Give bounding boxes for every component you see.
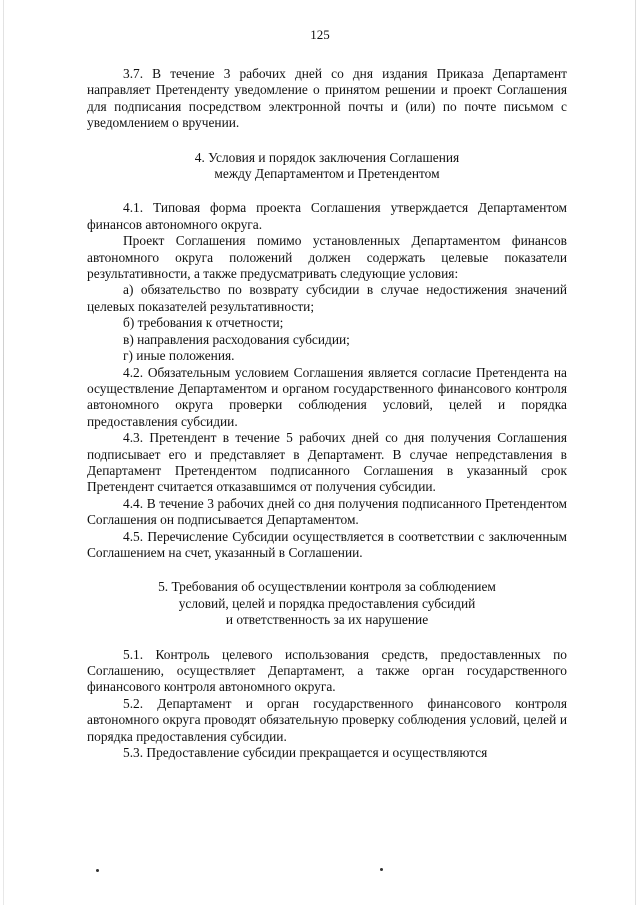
scan-edge-left <box>3 0 4 905</box>
paragraph-4-4: 4.4. В течение 3 рабочих дней со дня получения подписанного Претендентом Соглашения он подписывается Департаментом. <box>87 495 567 528</box>
paragraph-4-2: 4.2. Обязательным условием Соглашения является согласие Претендента на осуществление Департаментом и органом государственного финансового контроля автономного округа проверки соблюдения условий, целей и порядка предоставления субсидии. <box>87 364 567 429</box>
paragraph-4-1-b: б) требования к отчетности; <box>123 315 284 331</box>
paragraph-4-1-a: а) обязательство по возврату субсидии в случае недостижения значений целевых показателей результативности; <box>87 282 567 314</box>
section-5-heading-line-2: условий, целей и порядка предоставления субсидий <box>178 595 476 611</box>
paragraph-3-7: 3.7. В течение 3 рабочих дней со дня издания Приказа Департамент направляет Претенденту уведомление о принятом решении и проект Соглашения для подписания посредством электронной почты и (или) по почте письмом с уведомлением о вручении. <box>87 66 567 131</box>
scan-speck <box>96 869 99 872</box>
section-5-heading-line-3: и ответственность за их нарушение <box>225 612 429 628</box>
paragraph-5-2: 5.2. Департамент и орган государственного финансового контроля автономного округа проводят обязательную проверку соблюдения условий, целей и порядка предоставления субсидии. <box>87 695 567 744</box>
paragraph-4-1-d: г) иные положения. <box>123 348 235 364</box>
section-5-heading-line-1: 5. Требования об осуществлении контроля за соблюдением <box>158 579 496 595</box>
paragraph-4-1: 4.1. Типовая форма проекта Соглашения утверждается Департаментом финансов автономного округа. <box>87 200 567 232</box>
paragraph-4-3: 4.3. Претендент в течение 5 рабочих дней со дня получения Соглашения подписывает его и представляет в Департамент. В случае непредставления в Департамент Претендентом подписанного Соглашения в указанный срок Претендент считается отказавшимся от получения субсидии. <box>87 430 567 495</box>
paragraph-5-3: 5.3. Предоставление субсидии прекращается и осуществляются <box>123 745 488 761</box>
section-4-heading-line-1: 4. Условия и порядок заключения Соглашения <box>194 149 460 165</box>
paragraph-4-1-draft: Проект Соглашения помимо установленных Департаментом финансов автономного округа положений должен содержать целевые показатели результативности, а также предусматривать следующие условия: <box>87 233 567 282</box>
paragraph-5-1: 5.1. Контроль целевого использования средств, предоставленных по Соглашению, осуществляет Департамент, а также орган государственного финансового контроля автономного округа. <box>87 646 567 695</box>
document-body <box>87 66 567 761</box>
page-number: 125 <box>310 27 330 42</box>
section-4-heading-line-2: между Департаментом и Претендентом <box>214 166 440 182</box>
paragraph-4-1-c: в) направления расходования субсидии; <box>123 331 350 347</box>
paragraph-4-5: 4.5. Перечисление Субсидии осуществляется в соответствии с заключенным Соглашением на счет, указанный в Соглашении. <box>87 528 567 560</box>
scan-speck <box>380 868 383 871</box>
scan-edge-right <box>635 0 636 905</box>
